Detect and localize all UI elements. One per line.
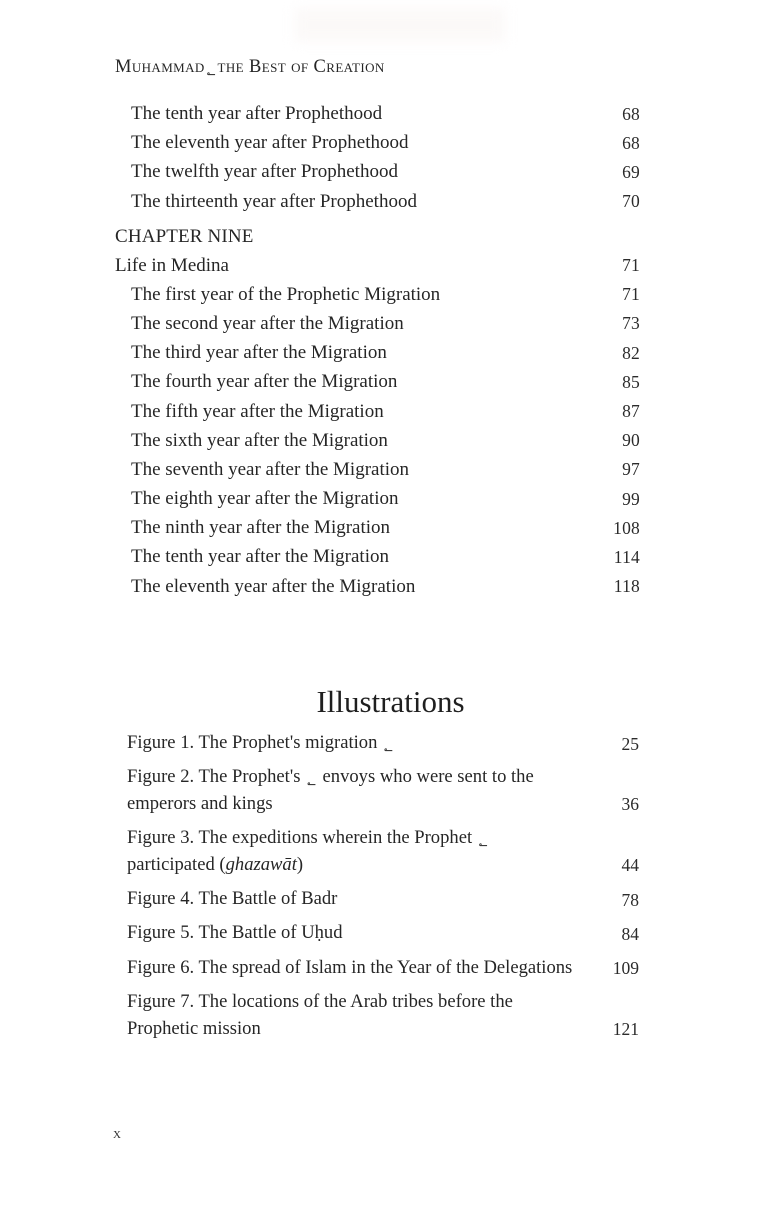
transliterated-term: ghazawāt (225, 853, 297, 875)
illustration-entry-page-number: 121 (612, 1019, 639, 1040)
toc-entry-page-number: 68 (622, 132, 640, 153)
text-run: envoys who were sent to the emperors and kings (127, 766, 534, 814)
salawat-ornament-icon: ؂ (307, 771, 316, 788)
illustration-entry[interactable] (127, 886, 639, 912)
toc-entry[interactable] (115, 285, 640, 304)
toc-entry-page-number: 85 (622, 371, 640, 392)
toc-chapter-group (115, 285, 640, 596)
toc-entry-label: The sixth year after the Migration (131, 429, 388, 451)
chapter-title-row[interactable] (115, 256, 640, 275)
toc-entry[interactable] (115, 343, 640, 362)
salawat-ornament-icon: ؂ (478, 832, 488, 849)
illustration-entry[interactable] (127, 825, 639, 878)
toc-entry[interactable] (115, 518, 640, 537)
illustrations-list (127, 730, 639, 1050)
toc-entry[interactable] (115, 577, 640, 596)
text-run: Figure 2. The Prophet's (127, 766, 306, 788)
illustration-entry-label (127, 764, 639, 817)
toc-entry[interactable] (115, 547, 640, 566)
text-run: participated ( (127, 853, 226, 875)
toc-entry-page-number: 69 (622, 161, 640, 182)
toc-entry-page-number: 82 (622, 342, 640, 363)
toc-entry[interactable] (115, 372, 640, 391)
toc-entry-page-number: 70 (622, 191, 640, 212)
chapter-title: Life in Medina (115, 254, 229, 276)
toc-entry-label: The thirteenth year after Prophethood (131, 190, 417, 212)
toc-entry-page-number: 87 (622, 401, 640, 421)
toc-entry-label: The tenth year after the Migration (131, 546, 389, 568)
toc-entry-label: The fourth year after the Migration (131, 371, 398, 393)
illustration-entry-label (127, 886, 639, 912)
illustration-entry-label (127, 920, 639, 946)
illustration-entry[interactable] (127, 730, 639, 756)
toc-entry-label: The eighth year after the Migration (131, 488, 399, 510)
toc-entry-label: The ninth year after the Migration (131, 517, 391, 539)
salawat-ornament-icon: ؂ (206, 61, 216, 77)
toc-entry-page-number: 118 (613, 576, 640, 597)
toc-entry-page-number: 73 (622, 313, 640, 334)
toc-entry-page-number: 114 (613, 546, 640, 567)
text-run: ) (296, 853, 304, 875)
toc-entry-page-number: 99 (622, 488, 640, 509)
toc-entry[interactable] (115, 489, 640, 508)
illustration-entry[interactable] (127, 920, 639, 946)
illustration-entry-page-number: 36 (621, 794, 639, 815)
illustration-entry-page-number: 78 (621, 889, 639, 910)
running-header (115, 57, 655, 78)
toc-entry-label: The second year after the Migration (131, 312, 404, 334)
toc-entry-page-number: 108 (613, 517, 640, 538)
toc-entry-label: The third year after the Migration (131, 342, 387, 364)
toc-entry-label: The eleventh year after the Migration (131, 575, 416, 597)
text-run: Figure 6. The spread of Islam in the Year of the Delegations (127, 956, 573, 978)
toc-entry-label: The first year of the Prophetic Migration (131, 283, 441, 305)
toc-entry-label: The seventh year after the Migration (131, 458, 410, 480)
illustration-entry-page-number: 84 (621, 923, 639, 944)
toc-entry[interactable] (115, 314, 640, 333)
toc-entry[interactable] (115, 192, 640, 211)
illustration-entry-page-number: 25 (621, 733, 639, 754)
running-header-title-before: Muhammad (115, 57, 205, 77)
illustration-entry-page-number: 44 (621, 855, 639, 876)
text-run: Figure 3. The expeditions wherein the Prophet (127, 827, 477, 849)
illustration-entry-label (127, 955, 639, 981)
toc-entry[interactable] (115, 460, 640, 479)
toc-entry-page-number: 71 (622, 284, 640, 305)
running-header-title-after: the Best of Creation (217, 57, 385, 77)
text-run: Figure 1. The Prophet's migration (127, 732, 383, 753)
text-run: Figure 7. The locations of the Arab tribes before the Prophetic mission (127, 991, 513, 1039)
toc-entry[interactable] (115, 162, 640, 181)
page-folio: x (113, 1126, 122, 1142)
toc-entry-page-number: 90 (622, 430, 640, 451)
illustration-entry[interactable] (127, 989, 639, 1042)
toc-entry[interactable] (115, 402, 640, 421)
illustrations-heading: Illustrations (316, 684, 465, 719)
toc-entry-label: The twelfth year after Prophethood (131, 161, 398, 183)
illustration-entry-label (127, 730, 639, 756)
text-run: Figure 5. The Battle of Uḥud (127, 922, 343, 944)
salawat-ornament-icon: ؂ (384, 737, 393, 753)
illustration-entry-label (127, 989, 639, 1042)
illustration-entry[interactable] (127, 955, 639, 981)
toc-entry-label: The tenth year after Prophethood (131, 103, 383, 124)
toc-top-group (115, 104, 640, 211)
toc-entry-page-number: 68 (622, 103, 640, 124)
toc-entry[interactable] (115, 104, 640, 123)
toc-entry-page-number: 97 (622, 459, 640, 480)
toc-entry[interactable] (115, 133, 640, 152)
chapter-page-number: 71 (622, 255, 640, 276)
scan-artifact (295, 8, 505, 42)
illustration-entry-page-number: 109 (612, 958, 639, 979)
toc-entry[interactable] (115, 431, 640, 450)
toc-entry-label: The eleventh year after Prophethood (131, 132, 409, 154)
toc-entry-label: The fifth year after the Migration (131, 400, 384, 422)
illustration-entry[interactable] (127, 764, 639, 817)
text-run: Figure 4. The Battle of Badr (127, 887, 338, 909)
table-of-contents (115, 104, 640, 606)
illustration-entry-label (127, 825, 639, 878)
chapter-number-label: CHAPTER NINE (115, 225, 254, 247)
